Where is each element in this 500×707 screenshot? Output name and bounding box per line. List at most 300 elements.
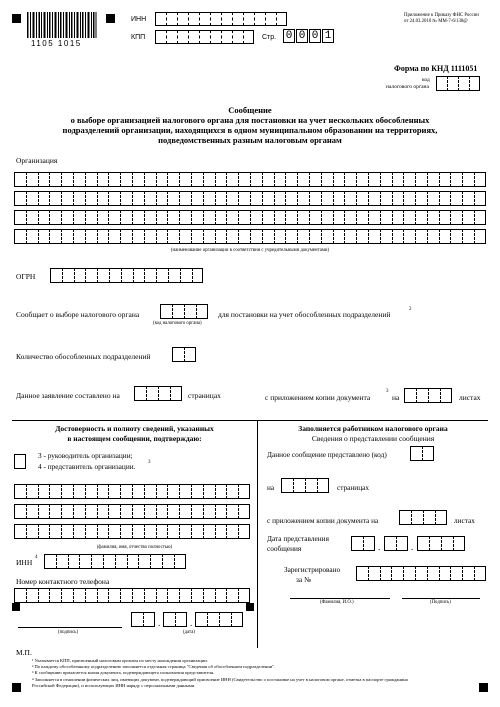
input-cell[interactable] xyxy=(132,210,144,225)
input-cell[interactable] xyxy=(38,172,50,187)
input-cell[interactable] xyxy=(203,524,215,539)
input-cell[interactable] xyxy=(97,229,109,244)
input-cell[interactable] xyxy=(226,484,238,499)
input-cell[interactable] xyxy=(462,566,474,581)
input-cell[interactable] xyxy=(427,566,439,581)
input-cell[interactable] xyxy=(309,172,321,187)
input-cell[interactable] xyxy=(462,172,474,187)
attach-sheets-cells[interactable] xyxy=(404,388,452,403)
registration-number-cells[interactable] xyxy=(356,566,486,581)
input-cell[interactable] xyxy=(108,588,120,603)
input-cell[interactable] xyxy=(203,504,215,519)
input-cell[interactable] xyxy=(74,268,86,283)
input-cell[interactable] xyxy=(132,588,144,603)
input-cell[interactable] xyxy=(179,588,191,603)
input-cell[interactable] xyxy=(108,484,120,499)
input-cell[interactable] xyxy=(344,172,356,187)
input-cell[interactable] xyxy=(250,210,262,225)
input-cell[interactable] xyxy=(61,588,73,603)
input-cell[interactable] xyxy=(97,268,109,283)
input-cell[interactable] xyxy=(274,210,286,225)
input-cell[interactable] xyxy=(439,172,451,187)
input-cell[interactable] xyxy=(415,229,427,244)
input-cell[interactable] xyxy=(368,191,380,206)
input-cell[interactable] xyxy=(38,484,50,499)
input-cell[interactable] xyxy=(61,191,73,206)
input-cell[interactable] xyxy=(133,268,145,283)
input-cell[interactable] xyxy=(144,172,156,187)
input-cell[interactable] xyxy=(144,524,156,539)
input-cell[interactable] xyxy=(180,268,192,283)
input-cell[interactable] xyxy=(226,229,238,244)
input-cell[interactable] xyxy=(26,210,38,225)
input-cell[interactable] xyxy=(439,191,451,206)
input-cell[interactable] xyxy=(167,588,179,603)
input-cell[interactable] xyxy=(474,191,486,206)
input-cell[interactable] xyxy=(368,210,380,225)
input-cell[interactable] xyxy=(474,229,486,244)
input-cell[interactable] xyxy=(427,172,439,187)
input-cell[interactable] xyxy=(285,191,297,206)
input-cell[interactable] xyxy=(321,229,333,244)
input-cell[interactable] xyxy=(167,524,179,539)
input-cell[interactable] xyxy=(38,229,50,244)
input-cell[interactable] xyxy=(156,191,168,206)
input-cell[interactable] xyxy=(167,504,179,519)
input-cell[interactable] xyxy=(427,210,439,225)
input-cell[interactable] xyxy=(167,484,179,499)
input-cell[interactable] xyxy=(167,229,179,244)
input-cell[interactable] xyxy=(26,229,38,244)
input-cell[interactable] xyxy=(144,191,156,206)
input-cell[interactable] xyxy=(162,554,174,569)
input-cell[interactable] xyxy=(262,210,274,225)
input-cell[interactable] xyxy=(85,524,97,539)
input-cell[interactable] xyxy=(73,484,85,499)
input-cell[interactable] xyxy=(26,484,38,499)
input-cell[interactable] xyxy=(14,172,26,187)
input-cell[interactable] xyxy=(61,229,73,244)
input-cell[interactable] xyxy=(144,588,156,603)
input-cell[interactable] xyxy=(450,229,462,244)
input-cell[interactable] xyxy=(415,172,427,187)
input-cell[interactable] xyxy=(474,566,486,581)
input-cell[interactable] xyxy=(179,172,191,187)
input-cell[interactable] xyxy=(156,172,168,187)
input-cell[interactable] xyxy=(415,210,427,225)
input-cell[interactable] xyxy=(144,504,156,519)
input-cell[interactable] xyxy=(73,191,85,206)
input-cell[interactable] xyxy=(462,210,474,225)
pages-count-cells[interactable] xyxy=(134,386,182,401)
input-cell[interactable] xyxy=(226,524,238,539)
input-cell[interactable] xyxy=(132,229,144,244)
input-cell[interactable] xyxy=(85,268,97,283)
input-cell[interactable] xyxy=(91,554,103,569)
input-cell[interactable] xyxy=(238,191,250,206)
input-cell[interactable] xyxy=(203,191,215,206)
input-cell[interactable] xyxy=(309,210,321,225)
phone-cells[interactable] xyxy=(14,588,250,603)
input-cell[interactable] xyxy=(120,229,132,244)
input-cell[interactable] xyxy=(474,210,486,225)
input-cell[interactable] xyxy=(38,210,50,225)
input-cell[interactable] xyxy=(85,191,97,206)
input-cell[interactable] xyxy=(297,191,309,206)
input-cell[interactable] xyxy=(203,172,215,187)
input-cell[interactable] xyxy=(191,229,203,244)
input-cell[interactable] xyxy=(333,172,345,187)
input-cell[interactable] xyxy=(120,484,132,499)
input-cell[interactable] xyxy=(108,191,120,206)
input-cell[interactable] xyxy=(61,484,73,499)
input-cell[interactable] xyxy=(26,524,38,539)
input-cell[interactable] xyxy=(226,191,238,206)
input-cell[interactable] xyxy=(156,229,168,244)
input-cell[interactable] xyxy=(450,566,462,581)
input-cell[interactable] xyxy=(85,504,97,519)
input-cell[interactable] xyxy=(73,588,85,603)
input-cell[interactable] xyxy=(333,191,345,206)
input-cell[interactable] xyxy=(403,191,415,206)
input-cell[interactable] xyxy=(392,172,404,187)
input-cell[interactable] xyxy=(68,554,80,569)
input-cell[interactable] xyxy=(120,524,132,539)
cell-row[interactable] xyxy=(14,504,250,519)
submitted-code-cells[interactable] xyxy=(410,446,434,461)
input-cell[interactable] xyxy=(132,484,144,499)
input-cell[interactable] xyxy=(97,210,109,225)
sign-date-year[interactable] xyxy=(195,612,243,627)
sign-date-day[interactable] xyxy=(131,612,155,627)
input-cell[interactable] xyxy=(262,172,274,187)
input-cell[interactable] xyxy=(167,172,179,187)
input-cell[interactable] xyxy=(238,172,250,187)
input-cell[interactable] xyxy=(85,229,97,244)
input-cell[interactable] xyxy=(179,524,191,539)
input-cell[interactable] xyxy=(344,191,356,206)
input-cell[interactable] xyxy=(238,229,250,244)
input-cell[interactable] xyxy=(179,504,191,519)
input-cell[interactable] xyxy=(14,504,26,519)
input-cell[interactable] xyxy=(285,229,297,244)
input-cell[interactable] xyxy=(333,229,345,244)
input-cell[interactable] xyxy=(321,210,333,225)
input-cell[interactable] xyxy=(380,229,392,244)
input-cell[interactable] xyxy=(356,566,368,581)
input-cell[interactable] xyxy=(344,210,356,225)
submission-date-day[interactable] xyxy=(351,536,375,551)
input-cell[interactable] xyxy=(38,504,50,519)
input-cell[interactable] xyxy=(191,504,203,519)
input-cell[interactable] xyxy=(392,229,404,244)
input-cell[interactable] xyxy=(127,554,139,569)
input-cell[interactable] xyxy=(215,229,227,244)
submitted-pages-cells[interactable] xyxy=(281,478,329,493)
input-cell[interactable] xyxy=(215,210,227,225)
input-cell[interactable] xyxy=(85,588,97,603)
submitted-attach-cells[interactable] xyxy=(399,510,447,525)
chosen-tax-office-cells[interactable] xyxy=(160,304,208,319)
input-cell[interactable] xyxy=(49,172,61,187)
input-cell[interactable] xyxy=(297,210,309,225)
input-cell[interactable] xyxy=(132,172,144,187)
input-cell[interactable] xyxy=(215,484,227,499)
input-cell[interactable] xyxy=(14,524,26,539)
input-cell[interactable] xyxy=(144,268,156,283)
input-cell[interactable] xyxy=(191,210,203,225)
input-cell[interactable] xyxy=(49,484,61,499)
submission-date-month[interactable] xyxy=(384,536,408,551)
input-cell[interactable] xyxy=(344,229,356,244)
input-cell[interactable] xyxy=(368,566,380,581)
input-cell[interactable] xyxy=(250,172,262,187)
input-cell[interactable] xyxy=(274,172,286,187)
input-cell[interactable] xyxy=(380,566,392,581)
input-cell[interactable] xyxy=(439,229,451,244)
input-cell[interactable] xyxy=(138,554,150,569)
cell-row[interactable] xyxy=(14,229,486,244)
input-cell[interactable] xyxy=(174,554,186,569)
input-cell[interactable] xyxy=(132,524,144,539)
input-cell[interactable] xyxy=(49,210,61,225)
input-cell[interactable] xyxy=(238,524,250,539)
input-cell[interactable] xyxy=(380,210,392,225)
input-cell[interactable] xyxy=(144,210,156,225)
input-cell[interactable] xyxy=(250,191,262,206)
input-cell[interactable] xyxy=(238,588,250,603)
input-cell[interactable] xyxy=(403,172,415,187)
input-cell[interactable] xyxy=(356,229,368,244)
input-cell[interactable] xyxy=(156,524,168,539)
input-cell[interactable] xyxy=(226,210,238,225)
input-cell[interactable] xyxy=(262,229,274,244)
input-cell[interactable] xyxy=(356,210,368,225)
input-cell[interactable] xyxy=(167,210,179,225)
input-cell[interactable] xyxy=(191,588,203,603)
sign-date-month[interactable] xyxy=(163,612,187,627)
input-cell[interactable] xyxy=(73,524,85,539)
input-cell[interactable] xyxy=(103,554,115,569)
input-cell[interactable] xyxy=(49,504,61,519)
signer-inn-cells[interactable] xyxy=(44,554,186,569)
input-cell[interactable] xyxy=(132,504,144,519)
input-cell[interactable] xyxy=(191,524,203,539)
input-cell[interactable] xyxy=(62,268,74,283)
input-cell[interactable] xyxy=(120,172,132,187)
input-cell[interactable] xyxy=(38,524,50,539)
input-cell[interactable] xyxy=(262,191,274,206)
input-cell[interactable] xyxy=(50,268,62,283)
input-cell[interactable] xyxy=(321,191,333,206)
input-cell[interactable] xyxy=(415,566,427,581)
input-cell[interactable] xyxy=(474,172,486,187)
input-cell[interactable] xyxy=(403,210,415,225)
input-cell[interactable] xyxy=(450,191,462,206)
input-cell[interactable] xyxy=(156,588,168,603)
input-cell[interactable] xyxy=(156,210,168,225)
input-cell[interactable] xyxy=(108,210,120,225)
input-cell[interactable] xyxy=(203,484,215,499)
input-cell[interactable] xyxy=(49,191,61,206)
input-cell[interactable] xyxy=(38,588,50,603)
input-cell[interactable] xyxy=(49,524,61,539)
input-cell[interactable] xyxy=(14,484,26,499)
input-cell[interactable] xyxy=(203,588,215,603)
input-cell[interactable] xyxy=(274,191,286,206)
input-cell[interactable] xyxy=(26,504,38,519)
input-cell[interactable] xyxy=(439,210,451,225)
input-cell[interactable] xyxy=(203,210,215,225)
input-cell[interactable] xyxy=(14,229,26,244)
input-cell[interactable] xyxy=(14,588,26,603)
cell-row[interactable] xyxy=(14,524,250,539)
input-cell[interactable] xyxy=(450,172,462,187)
input-cell[interactable] xyxy=(368,229,380,244)
input-cell[interactable] xyxy=(179,484,191,499)
input-cell[interactable] xyxy=(179,191,191,206)
input-cell[interactable] xyxy=(450,210,462,225)
input-cell[interactable] xyxy=(285,210,297,225)
input-cell[interactable] xyxy=(56,554,68,569)
input-cell[interactable] xyxy=(191,191,203,206)
input-cell[interactable] xyxy=(73,172,85,187)
input-cell[interactable] xyxy=(285,172,297,187)
input-cell[interactable] xyxy=(403,566,415,581)
input-cell[interactable] xyxy=(49,588,61,603)
input-cell[interactable] xyxy=(191,484,203,499)
input-cell[interactable] xyxy=(356,172,368,187)
input-cell[interactable] xyxy=(250,229,262,244)
input-cell[interactable] xyxy=(97,484,109,499)
input-cell[interactable] xyxy=(26,191,38,206)
kpp-cells[interactable] xyxy=(155,30,254,44)
input-cell[interactable] xyxy=(108,524,120,539)
input-cell[interactable] xyxy=(391,566,403,581)
input-cell[interactable] xyxy=(427,229,439,244)
input-cell[interactable] xyxy=(14,191,26,206)
input-cell[interactable] xyxy=(215,191,227,206)
input-cell[interactable] xyxy=(309,191,321,206)
input-cell[interactable] xyxy=(97,191,109,206)
cell-row[interactable] xyxy=(14,484,250,499)
input-cell[interactable] xyxy=(192,268,204,283)
input-cell[interactable] xyxy=(427,191,439,206)
input-cell[interactable] xyxy=(309,229,321,244)
input-cell[interactable] xyxy=(156,504,168,519)
input-cell[interactable] xyxy=(61,524,73,539)
input-cell[interactable] xyxy=(121,268,133,283)
input-cell[interactable] xyxy=(79,554,91,569)
input-cell[interactable] xyxy=(61,504,73,519)
input-cell[interactable] xyxy=(274,229,286,244)
input-cell[interactable] xyxy=(97,524,109,539)
input-cell[interactable] xyxy=(85,484,97,499)
input-cell[interactable] xyxy=(203,229,215,244)
input-cell[interactable] xyxy=(333,210,345,225)
input-cell[interactable] xyxy=(156,484,168,499)
input-cell[interactable] xyxy=(380,191,392,206)
input-cell[interactable] xyxy=(150,554,162,569)
input-cell[interactable] xyxy=(215,172,227,187)
input-cell[interactable] xyxy=(238,484,250,499)
input-cell[interactable] xyxy=(73,210,85,225)
input-cell[interactable] xyxy=(168,268,180,283)
input-cell[interactable] xyxy=(85,172,97,187)
input-cell[interactable] xyxy=(439,566,451,581)
input-cell[interactable] xyxy=(356,191,368,206)
input-cell[interactable] xyxy=(462,229,474,244)
cell-row[interactable] xyxy=(14,210,486,225)
input-cell[interactable] xyxy=(115,554,127,569)
input-cell[interactable] xyxy=(44,554,56,569)
input-cell[interactable] xyxy=(109,268,121,283)
input-cell[interactable] xyxy=(120,210,132,225)
input-cell[interactable] xyxy=(215,524,227,539)
input-cell[interactable] xyxy=(144,229,156,244)
input-cell[interactable] xyxy=(179,210,191,225)
cell-row[interactable] xyxy=(14,191,486,206)
cell-row[interactable] xyxy=(14,172,486,187)
input-cell[interactable] xyxy=(108,229,120,244)
input-cell[interactable] xyxy=(97,504,109,519)
input-cell[interactable] xyxy=(191,172,203,187)
input-cell[interactable] xyxy=(238,210,250,225)
ogrn-cells[interactable] xyxy=(50,268,203,283)
input-cell[interactable] xyxy=(415,191,427,206)
input-cell[interactable] xyxy=(120,504,132,519)
input-cell[interactable] xyxy=(179,229,191,244)
input-cell[interactable] xyxy=(26,172,38,187)
input-cell[interactable] xyxy=(120,588,132,603)
input-cell[interactable] xyxy=(132,191,144,206)
input-cell[interactable] xyxy=(97,588,109,603)
input-cell[interactable] xyxy=(120,191,132,206)
signer-type-cell[interactable] xyxy=(14,454,26,469)
input-cell[interactable] xyxy=(49,229,61,244)
tax-office-code-cells[interactable] xyxy=(436,76,480,91)
input-cell[interactable] xyxy=(97,172,109,187)
input-cell[interactable] xyxy=(368,172,380,187)
input-cell[interactable] xyxy=(167,191,179,206)
input-cell[interactable] xyxy=(321,172,333,187)
input-cell[interactable] xyxy=(156,268,168,283)
input-cell[interactable] xyxy=(380,172,392,187)
input-cell[interactable] xyxy=(144,484,156,499)
input-cell[interactable] xyxy=(26,588,38,603)
input-cell[interactable] xyxy=(226,504,238,519)
input-cell[interactable] xyxy=(38,191,50,206)
input-cell[interactable] xyxy=(403,229,415,244)
input-cell[interactable] xyxy=(392,210,404,225)
input-cell[interactable] xyxy=(85,210,97,225)
input-cell[interactable] xyxy=(215,588,227,603)
input-cell[interactable] xyxy=(392,191,404,206)
input-cell[interactable] xyxy=(108,504,120,519)
input-cell[interactable] xyxy=(226,588,238,603)
submission-date-year[interactable] xyxy=(417,536,465,551)
input-cell[interactable] xyxy=(108,172,120,187)
input-cell[interactable] xyxy=(14,210,26,225)
input-cell[interactable] xyxy=(462,191,474,206)
input-cell[interactable] xyxy=(238,504,250,519)
inn-cells[interactable] xyxy=(155,12,287,26)
input-cell[interactable] xyxy=(226,172,238,187)
input-cell[interactable] xyxy=(73,504,85,519)
input-cell[interactable] xyxy=(61,210,73,225)
input-cell[interactable] xyxy=(297,229,309,244)
subdivisions-count-cells[interactable] xyxy=(172,347,196,362)
